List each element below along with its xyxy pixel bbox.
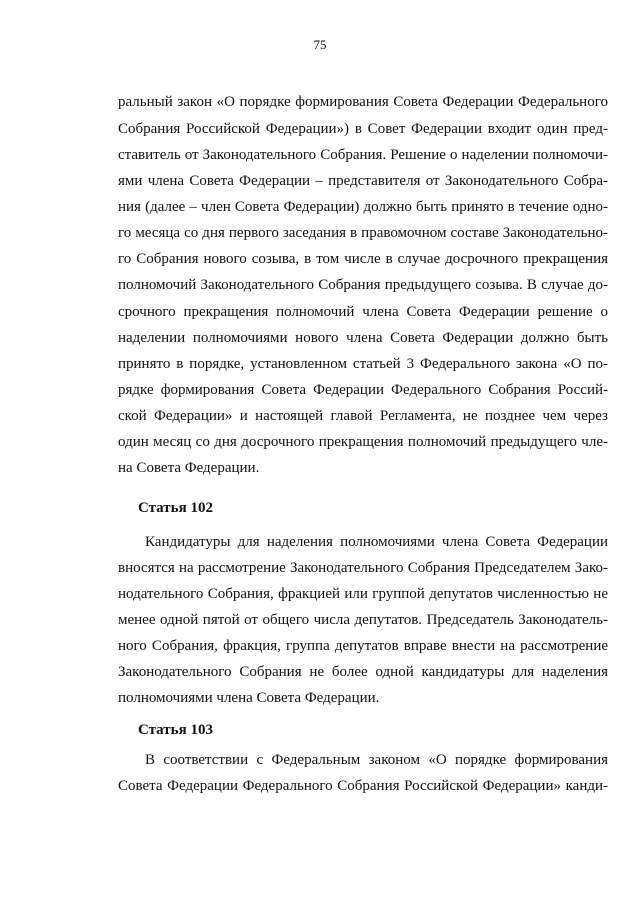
article-102-line: Законодательного Собрания не более одной кандидатуры для наделения — [118, 664, 608, 680]
paragraph-1-line: на Совета Федерации. — [118, 460, 260, 476]
article-102-line: менее одной пятой от общего числа депутатов. Председатель Законодатель- — [118, 612, 608, 628]
article-103-line: В соответствии с Федеральным законом «О порядке формирования — [145, 752, 608, 768]
article-102-line: вносятся на рассмотрение Законодательного Собрания Председателем Зако- — [118, 560, 608, 576]
paragraph-1-line: рядке формирования Совета Федерации Федерального Собрания Россий- — [118, 382, 608, 398]
paragraph-1-line: Собрания Российской Федерации») в Совет Федерации входит один пред- — [118, 121, 608, 137]
paragraph-1-line: один месяц со дня досрочного прекращения полномочий предыдущего чле- — [118, 434, 608, 450]
paragraph-1-line: го месяца со дня первого заседания в правомочном составе Законодательно- — [118, 225, 608, 241]
paragraph-1-line: наделении полномочиями нового члена Совета Федерации должно быть — [118, 330, 608, 346]
paragraph-1-line: ния (далее – член Совета Федерации) должно быть принято в течение одно- — [118, 199, 608, 215]
article-103-heading: Статья 103 — [138, 722, 213, 738]
article-102-line: Кандидатуры для наделения полномочиями члена Совета Федерации — [145, 534, 608, 550]
article-102-heading: Статья 102 — [138, 500, 213, 516]
paragraph-1-line: ставитель от Законодательного Собрания. Решение о наделении полномочи- — [118, 147, 608, 163]
paragraph-1-line: ями члена Совета Федерации – представителя от Законодательного Собра- — [118, 173, 608, 189]
article-102-line: ного Собрания, фракция, группа депутатов вправе внести на рассмотрение — [118, 638, 608, 654]
paragraph-1-line: полномочий Законодательного Собрания предыдущего созыва. В случае до- — [118, 277, 608, 293]
paragraph-1-line: принято в порядке, установленном статьей 3 Федерального закона «О по- — [118, 356, 608, 372]
paragraph-1-line: го Собрания нового созыва, в том числе в случае досрочного прекращения — [118, 251, 608, 267]
article-102-line: полномочиями члена Совета Федерации. — [118, 690, 380, 706]
page-number: 75 — [313, 37, 327, 52]
paragraph-1-line: ральный закон «О порядке формирования Совета Федерации Федерального — [118, 94, 608, 110]
article-103-line: Совета Федерации Федерального Собрания Российской Федерации» канди- — [118, 778, 608, 794]
article-102-line: нодательного Собрания, фракцией или группой депутатов численностью не — [118, 586, 608, 602]
paragraph-1-line: срочного прекращения полномочий члена Совета Федерации решение о — [118, 304, 608, 320]
paragraph-1-line: ской Федерации» и настоящей главой Регламента, не позднее чем через — [118, 408, 608, 424]
